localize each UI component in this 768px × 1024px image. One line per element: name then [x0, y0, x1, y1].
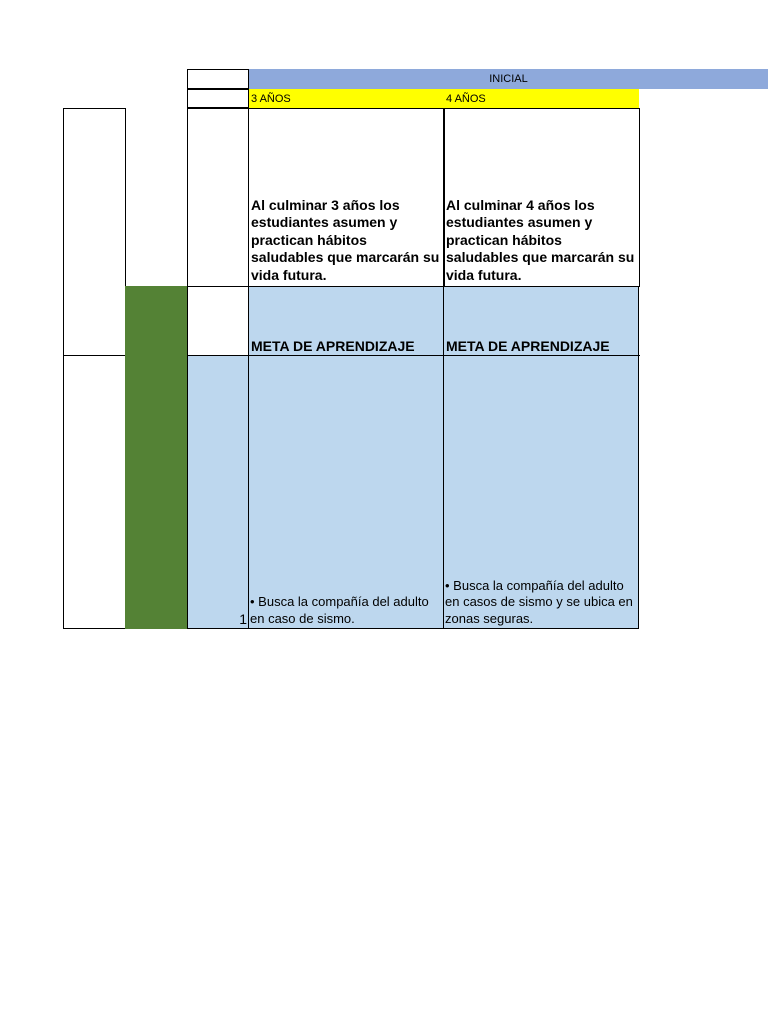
age-empty-cell	[187, 89, 249, 108]
indicator-4-cell	[444, 356, 639, 629]
goal-row-index-cell	[187, 108, 249, 287]
row-number: 1	[239, 611, 247, 627]
age-3-cell	[249, 89, 444, 108]
meta-4-cell	[444, 287, 639, 356]
goal-3-text: Al culminar 3 años los estudiantes asumen y practican hábitos saludables que marcarán su vida futura.	[251, 196, 440, 283]
goal-4-text: Al culminar 4 años los estudiantes asumen y practican hábitos saludables que marcarán su vida futura.	[446, 196, 635, 283]
meta-3-cell	[249, 287, 444, 356]
indicator-4-text: • Busca la compañía del adulto en casos de sismo y se ubica en zonas seguras.	[445, 577, 633, 626]
competency-green-cell	[125, 286, 187, 629]
header-empty-cell	[187, 69, 249, 89]
row-number-cell	[187, 356, 249, 629]
left-column-bottom	[63, 355, 126, 629]
meta-3-label: META DE APRENDIZAJE	[251, 338, 415, 354]
meta-row-index-cell	[187, 286, 249, 356]
indicator-3-cell	[249, 356, 444, 629]
goal-3-cell	[248, 108, 445, 287]
level-header-label: INICIAL	[489, 73, 528, 85]
meta-4-label: META DE APRENDIZAJE	[446, 338, 610, 354]
indicator-3-text: • Busca la compañía del adulto en caso de sismo.	[250, 594, 429, 626]
goal-4-cell	[443, 108, 640, 287]
age-4-label: 4 AÑOS	[446, 92, 486, 105]
left-column-top	[63, 108, 126, 356]
age-4-cell	[444, 89, 639, 108]
row-divider	[187, 355, 640, 356]
level-header	[249, 69, 768, 89]
age-3-label: 3 AÑOS	[251, 92, 291, 105]
